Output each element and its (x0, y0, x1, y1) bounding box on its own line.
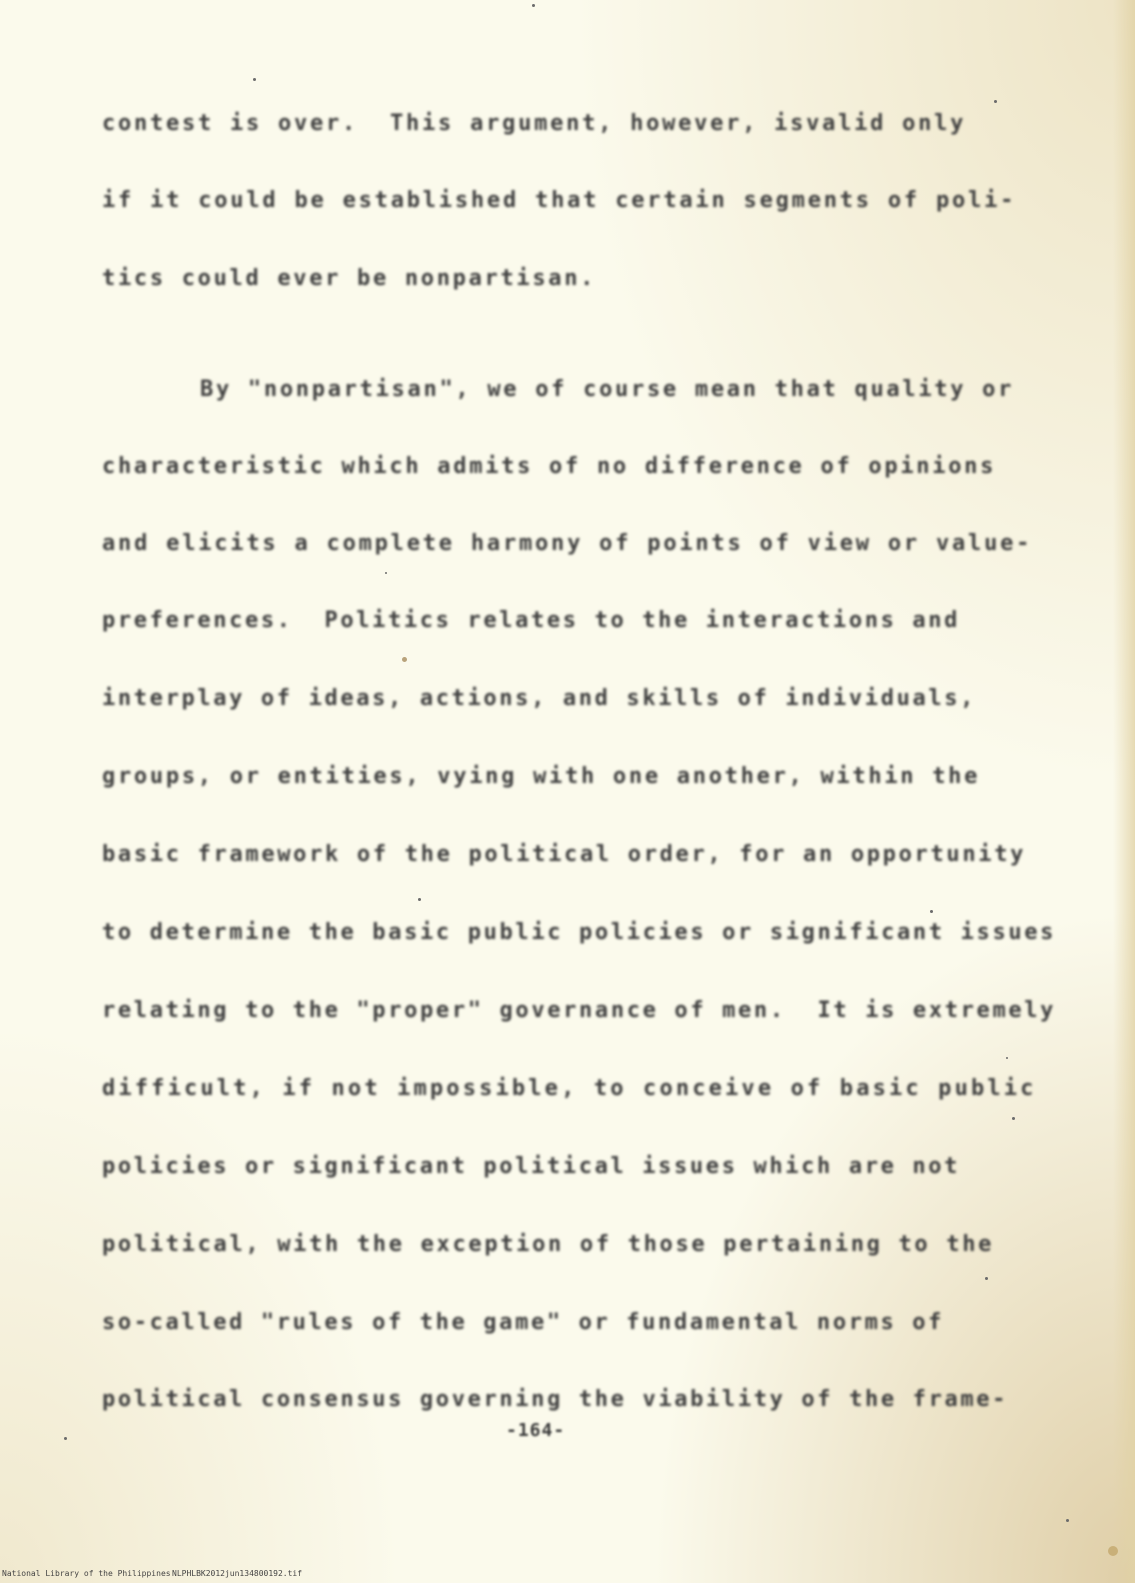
paper-speck (532, 4, 535, 7)
paper-speck (253, 78, 256, 81)
paper-speck (1012, 1117, 1015, 1120)
page-number: -164- (506, 1420, 566, 1441)
text-line: and elicits a complete harmony of points of view or value- (102, 531, 1033, 556)
paper-speck (64, 1437, 67, 1440)
paper-speck (418, 898, 421, 901)
footer-library: National Library of the Philippines (2, 1569, 171, 1578)
paper-speck (985, 1277, 988, 1280)
text-line: political consensus governing the viability of the frame- (102, 1387, 1009, 1412)
text-line: tics could ever be nonpartisan. (102, 266, 597, 291)
paper-speck (994, 100, 997, 103)
text-line: groups, or entities, vying with one another, within the (102, 764, 981, 789)
text-line: if it could be established that certain segments of poli- (102, 188, 1017, 213)
text-line: difficult, if not impossible, to conceive of basic public (102, 1076, 1037, 1101)
text-line: interplay of ideas, actions, and skills of individuals, (102, 686, 977, 711)
paper-speck (1006, 1057, 1008, 1059)
text-line: By "nonpartisan", we of course mean that quality or (200, 377, 1015, 402)
text-line: contest is over. This argument, however, isvalid only (102, 111, 967, 136)
text-line: relating to the "proper" governance of men. It is extremely (102, 998, 1057, 1023)
text-line: to determine the basic public policies or significant issues (102, 920, 1057, 945)
text-line: so-called "rules of the game" or fundamental norms of (102, 1310, 945, 1335)
paper-speck (1108, 1546, 1118, 1556)
text-line: basic framework of the political order, for an opportunity (102, 842, 1027, 867)
paper-speck (1066, 1519, 1069, 1522)
paper-speck (402, 657, 407, 662)
text-line: policies or significant political issues which are not (102, 1154, 961, 1179)
text-line: political, with the exception of those pertaining to the (102, 1232, 995, 1257)
text-line: characteristic which admits of no difference of opinions (102, 454, 997, 479)
footer-filename: NLPHLBK2012jun134800192.tif (172, 1569, 303, 1578)
paper-speck (385, 572, 387, 574)
text-line: preferences. Politics relates to the interactions and (102, 608, 961, 633)
paper-speck (930, 910, 933, 913)
page-edge-shadow (1113, 0, 1135, 1583)
